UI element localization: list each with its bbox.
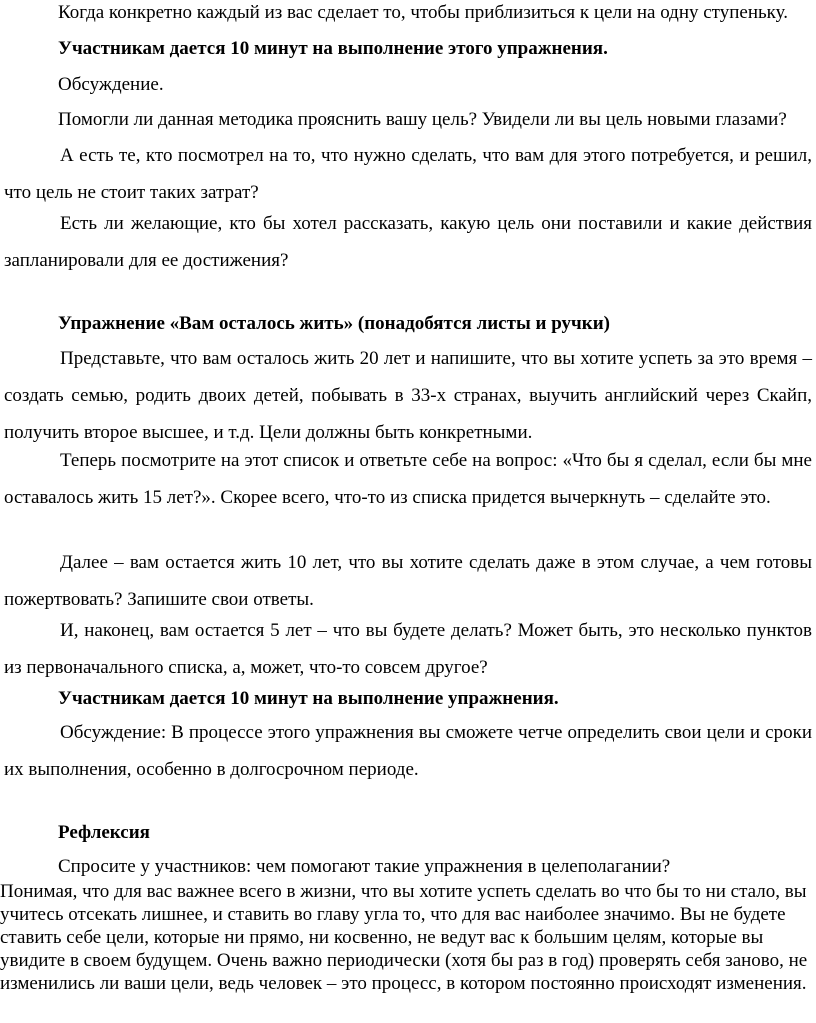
paragraph-discussion-heading: Обсуждение. (58, 74, 164, 95)
paragraph-time-limit-2: Участникам дается 10 минут на выполнение упражнения. (58, 688, 559, 709)
reflection-heading: Рефлексия (58, 822, 150, 843)
paragraph-question-2: А есть те, кто посмотрел на то, что нужно сделать, что вам для этого потребуется, и решил, что цель не стоит таких затрат? (4, 145, 812, 203)
paragraph-5-years: И, наконец, вам остается 5 лет – что вы будете делать? Может быть, это несколько пунктов из первоначального списка, а, может, что-то совсем другое? (4, 620, 812, 678)
paragraph-question-3: Есть ли желающие, кто бы хотел рассказать, какую цель они поставили и какие действия запланировали для ее достижения? (4, 213, 812, 271)
paragraph-20-years: Представьте, что вам осталось жить 20 лет и напишите, что вы хотите успеть за это время – создать семью, родить двоих детей, побывать в 33-х странах, выучить английский через Скайп, получить второе высшее, и т.д. Цели должны быть конкретными. (4, 348, 812, 443)
paragraph-reflection-answer: Понимая, что для вас важнее всего в жизни, что вы хотите успеть сделать во что бы то ни стало, вы учитесь отсекать лишнее, и ставить во главу угла то, что для вас наиболее значимо. Вы не будете ставить себе цели, которые ни прямо, ни косвенно, не ведут вас к большим целям, которые вы увидите в своем будущем. Очень важно периодически (хотя бы раз в год) проверять себя заново, не изменились ли ваши цели, ведь человек – это процесс, в котором постоянно происходят изменения. (0, 881, 808, 994)
paragraph-15-years: Теперь посмотрите на этот список и ответьте себе на вопрос: «Что бы я сделал, если бы мне оставалось жить 15 лет?». Скорее всего, что-то из списка придется вычеркнуть – сделайте это. (4, 450, 812, 508)
paragraph-10-years: Далее – вам остается жить 10 лет, что вы хотите сделать даже в этом случае, а чем готовы пожертвовать? Запишите свои ответы. (4, 552, 812, 610)
exercise-heading: Упражнение «Вам осталось жить» (понадобятся листы и ручки) (58, 313, 610, 334)
paragraph-reflection-question: Спросите у участников: чем помогают такие упражнения в целеполагании? (58, 856, 671, 877)
paragraph-step-toward-goal: Когда конкретно каждый из вас сделает то, чтобы приблизиться к цели на одну ступеньку. (58, 2, 788, 23)
paragraph-question-1: Помогли ли данная методика прояснить вашу цель? Увидели ли вы цель новыми глазами? (58, 109, 787, 130)
paragraph-discussion-conclusion: Обсуждение: В процессе этого упражнения вы сможете четче определить свои цели и сроки их выполнения, особенно в долгосрочном периоде. (4, 722, 812, 780)
paragraph-time-limit-1: Участникам дается 10 минут на выполнение этого упражнения. (58, 38, 608, 59)
